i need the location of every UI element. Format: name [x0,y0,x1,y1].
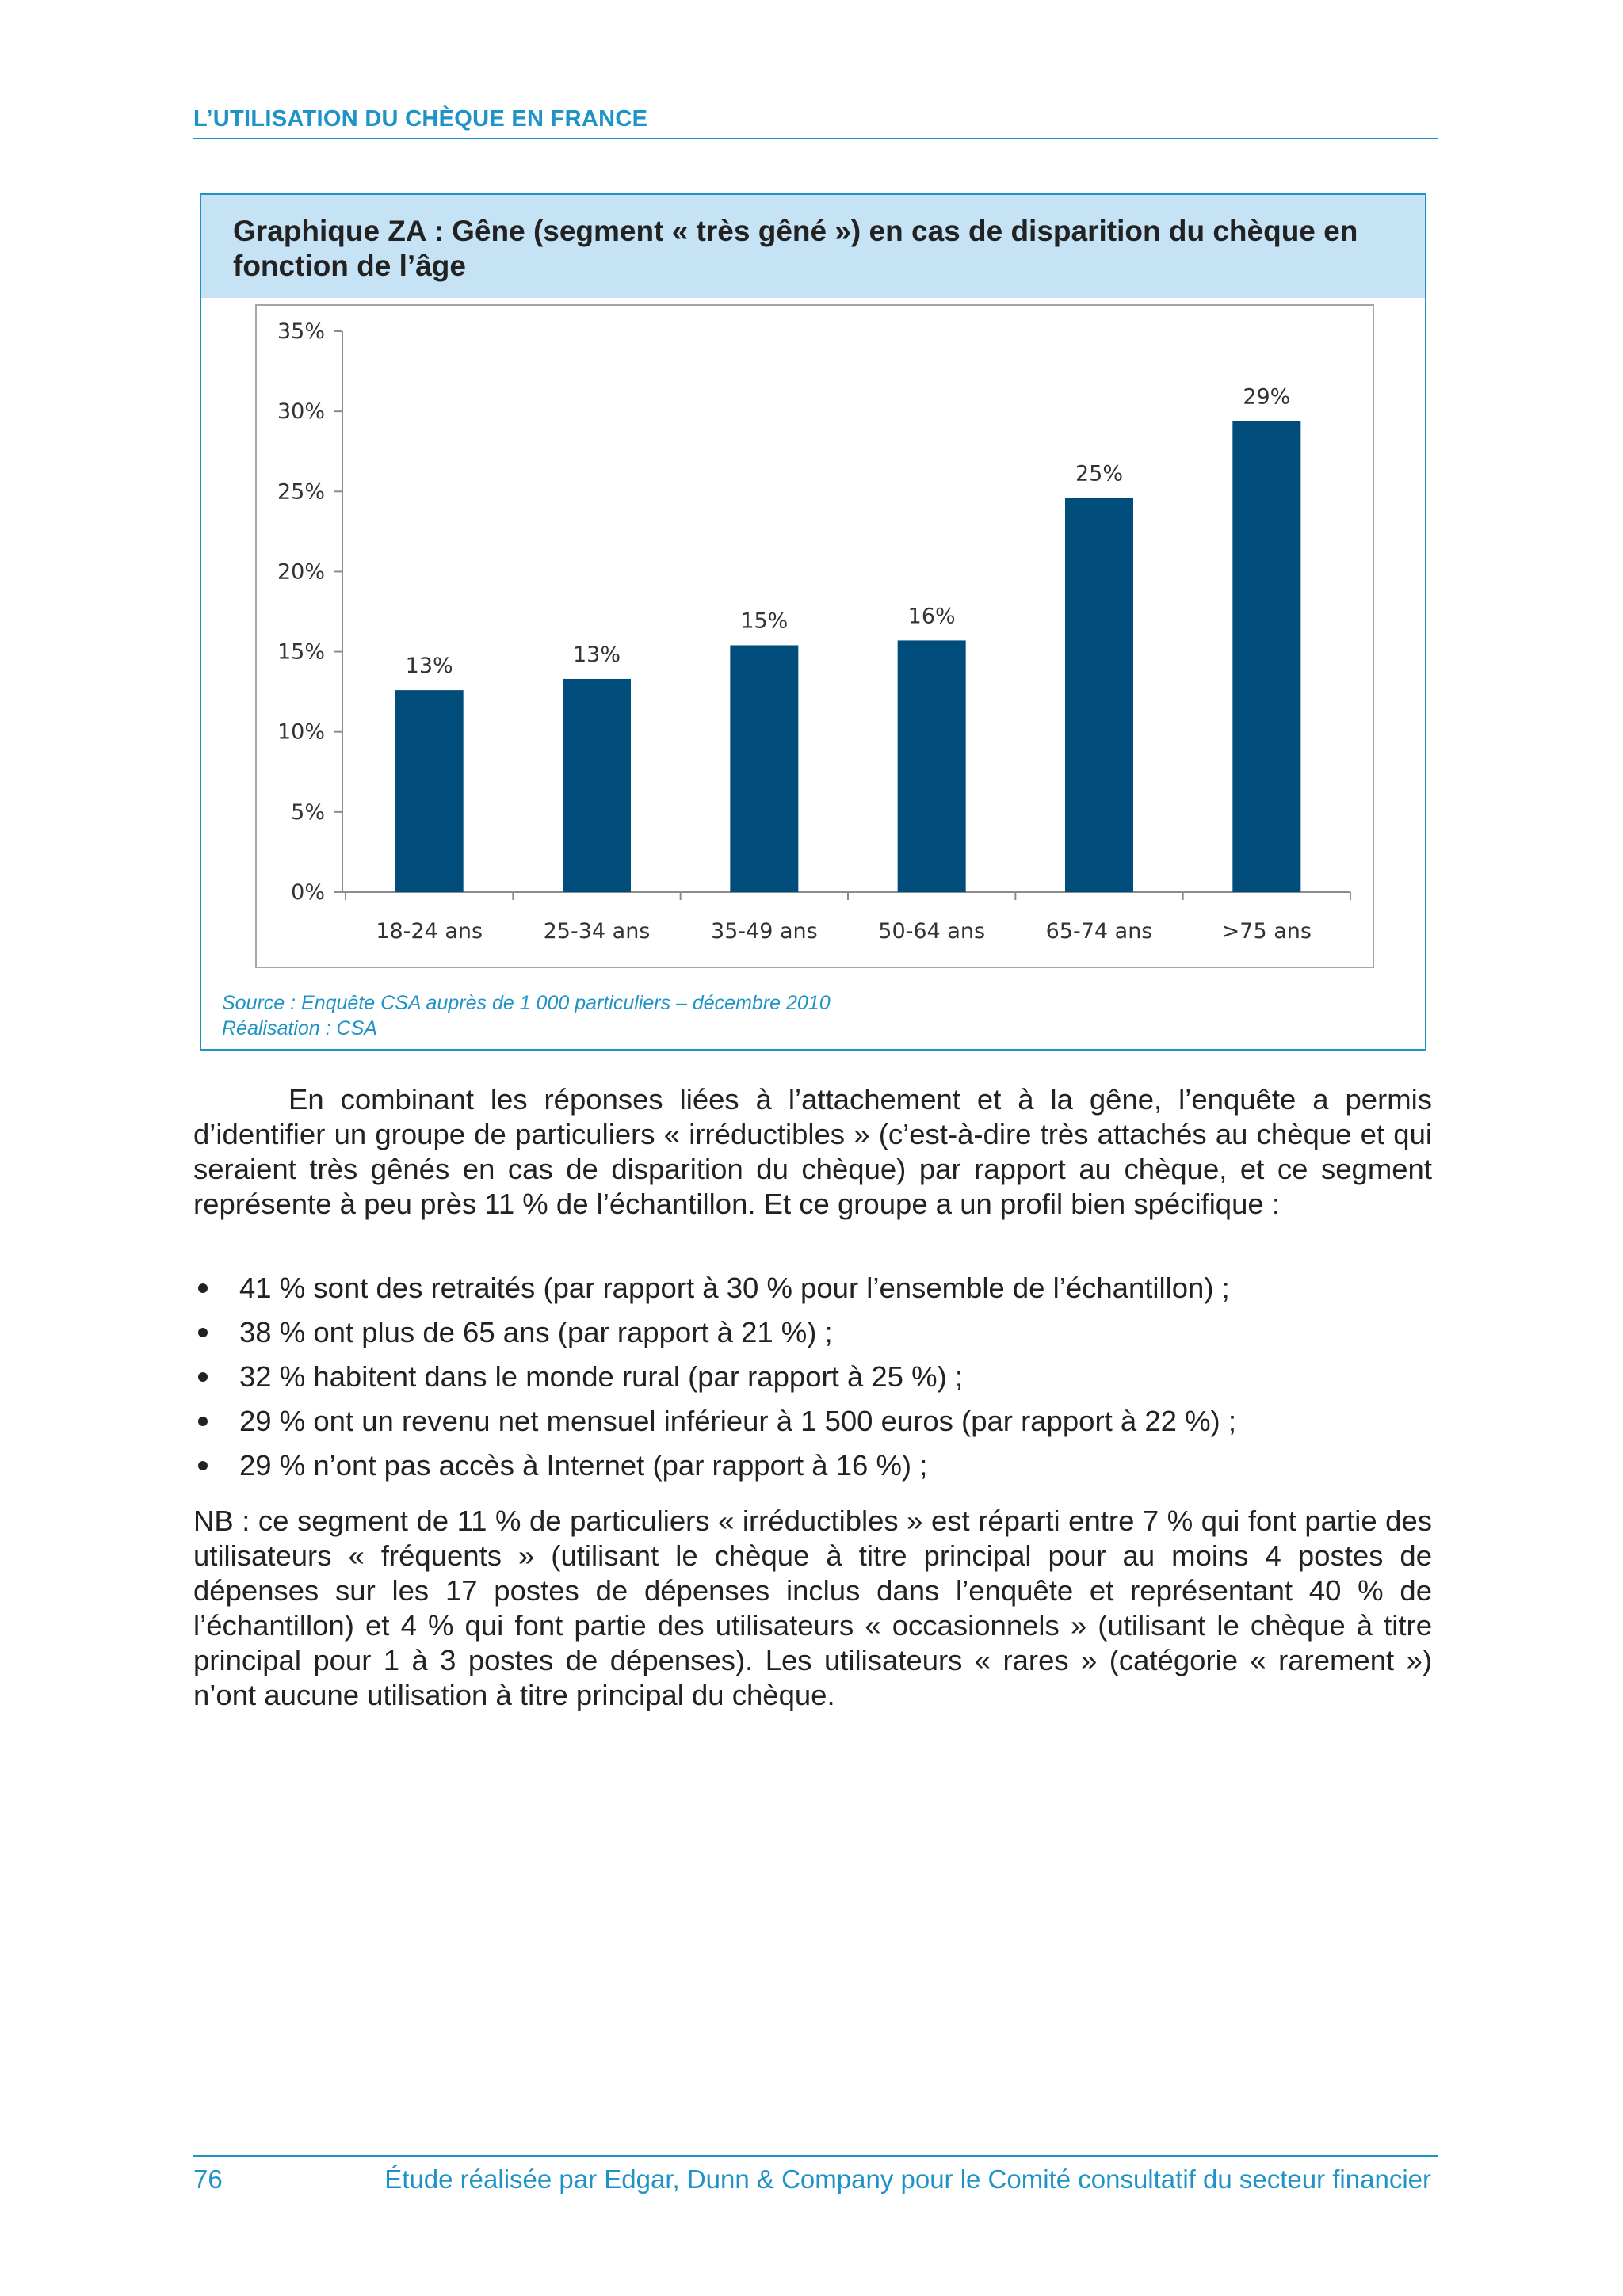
bar [395,690,464,892]
x-tick-label: 50-64 ans [878,919,986,944]
chart-figure-box [200,193,1426,1051]
x-tick-label: 65-74 ans [1045,919,1153,944]
bar [898,640,966,892]
running-header: L’UTILISATION DU CHÈQUE EN FRANCE [193,106,648,132]
y-tick-label: 10% [277,719,325,745]
bullet-text: 29 % n’ont pas accès à Internet (par rapport à 16 %) ; [239,1449,928,1482]
bullet-item [193,1404,1432,1448]
plot-frame [255,304,1374,968]
chart-title: Graphique ZA : Gêne (segment « très gêné ») en cas de disparition du chèque en fonction de l’âge [233,215,1358,282]
bullet-item [193,1315,1432,1360]
bullet-dot-icon [198,1417,208,1426]
bar [730,645,798,892]
bullet-text: 29 % ont un revenu net mensuel inférieur à 1 500 euros (par rapport à 22 %) ; [239,1405,1236,1437]
bullet-text: 32 % habitent dans le monde rural (par rapport à 25 %) ; [239,1360,964,1393]
footer-divider [193,2155,1438,2157]
y-tick-label: 35% [277,319,325,344]
intro-paragraph: En combinant les réponses liées à l’attachement et à la gêne, l’enquête a permis d’identifier un groupe de particuliers « irréductibles » (c’est-à-dire très attachés au chèque et qui seraient très gênés en cas de disparition du chèque) par rapport au chèque, et ce segment représente à peu près 11 % de l’échantillon. Et ce groupe a un profil bien spécifique : [193,1083,1432,1220]
bar-chart [257,306,1373,967]
bullet-dot-icon [198,1328,208,1337]
bullet-dot-icon [198,1372,208,1382]
bullet-item [193,1271,1432,1315]
bullet-dot-icon [198,1283,208,1293]
y-tick-label: 25% [277,479,325,505]
data-label: 29% [1243,384,1291,410]
x-tick-label: 18-24 ans [376,919,483,944]
y-tick-label: 30% [277,399,325,425]
bullet-item [193,1448,1432,1493]
x-tick-label: >75 ans [1221,919,1312,944]
y-tick-label: 15% [277,639,325,665]
bullet-text: 41 % sont des retraités (par rapport à 30 % pour l’ensemble de l’échantillon) ; [239,1272,1230,1304]
chart-source [222,990,831,1041]
chart-source-line: Source : Enquête CSA auprès de 1 000 particuliers – décembre 2010 [222,992,831,1014]
x-tick-label: 35-49 ans [710,919,818,944]
chart-title-band [201,195,1425,298]
data-label: 13% [405,654,453,679]
bullet-dot-icon [198,1461,208,1470]
data-label: 15% [740,608,789,634]
data-label: 16% [907,604,956,629]
bullet-text: 38 % ont plus de 65 ans (par rapport à 21 %) ; [239,1316,833,1348]
data-label: 13% [572,642,621,667]
bar [1065,498,1133,892]
nb-paragraph: NB : ce segment de 11 % de particuliers « irréductibles » est réparti entre 7 % qui font partie des utilisateurs « fréquents » (utilisant le chèque à titre principal pour au moins 4 postes de dépenses sur les 17 postes de dépenses inclus dans l’enquête et représentant 40 % de l’échantillon) et 4 % qui font partie des utilisateurs « occasionnels » (utilisant le chèque à titre principal pour 1 à 3 postes de dépenses). Les utilisateurs « rares » (catégorie « rarement ») n’ont aucune utilisation à titre principal du chèque. [193,1505,1432,1711]
bar [1232,421,1300,892]
y-tick-label: 20% [277,559,325,585]
page-number: 76 [193,2164,223,2194]
footer-credit: Étude réalisée par Edgar, Dunn & Company pour le Comité consultatif du secteur financier [384,2164,1431,2194]
x-tick-label: 25-34 ans [543,919,651,944]
chart-credit-line: Réalisation : CSA [222,1017,377,1039]
data-label: 25% [1075,461,1124,486]
y-tick-label: 0% [291,880,325,905]
header-divider [193,138,1438,139]
bullet-item [193,1360,1432,1404]
y-tick-label: 5% [291,799,325,825]
profile-bullet-list [193,1271,1432,1493]
bar [563,679,631,892]
